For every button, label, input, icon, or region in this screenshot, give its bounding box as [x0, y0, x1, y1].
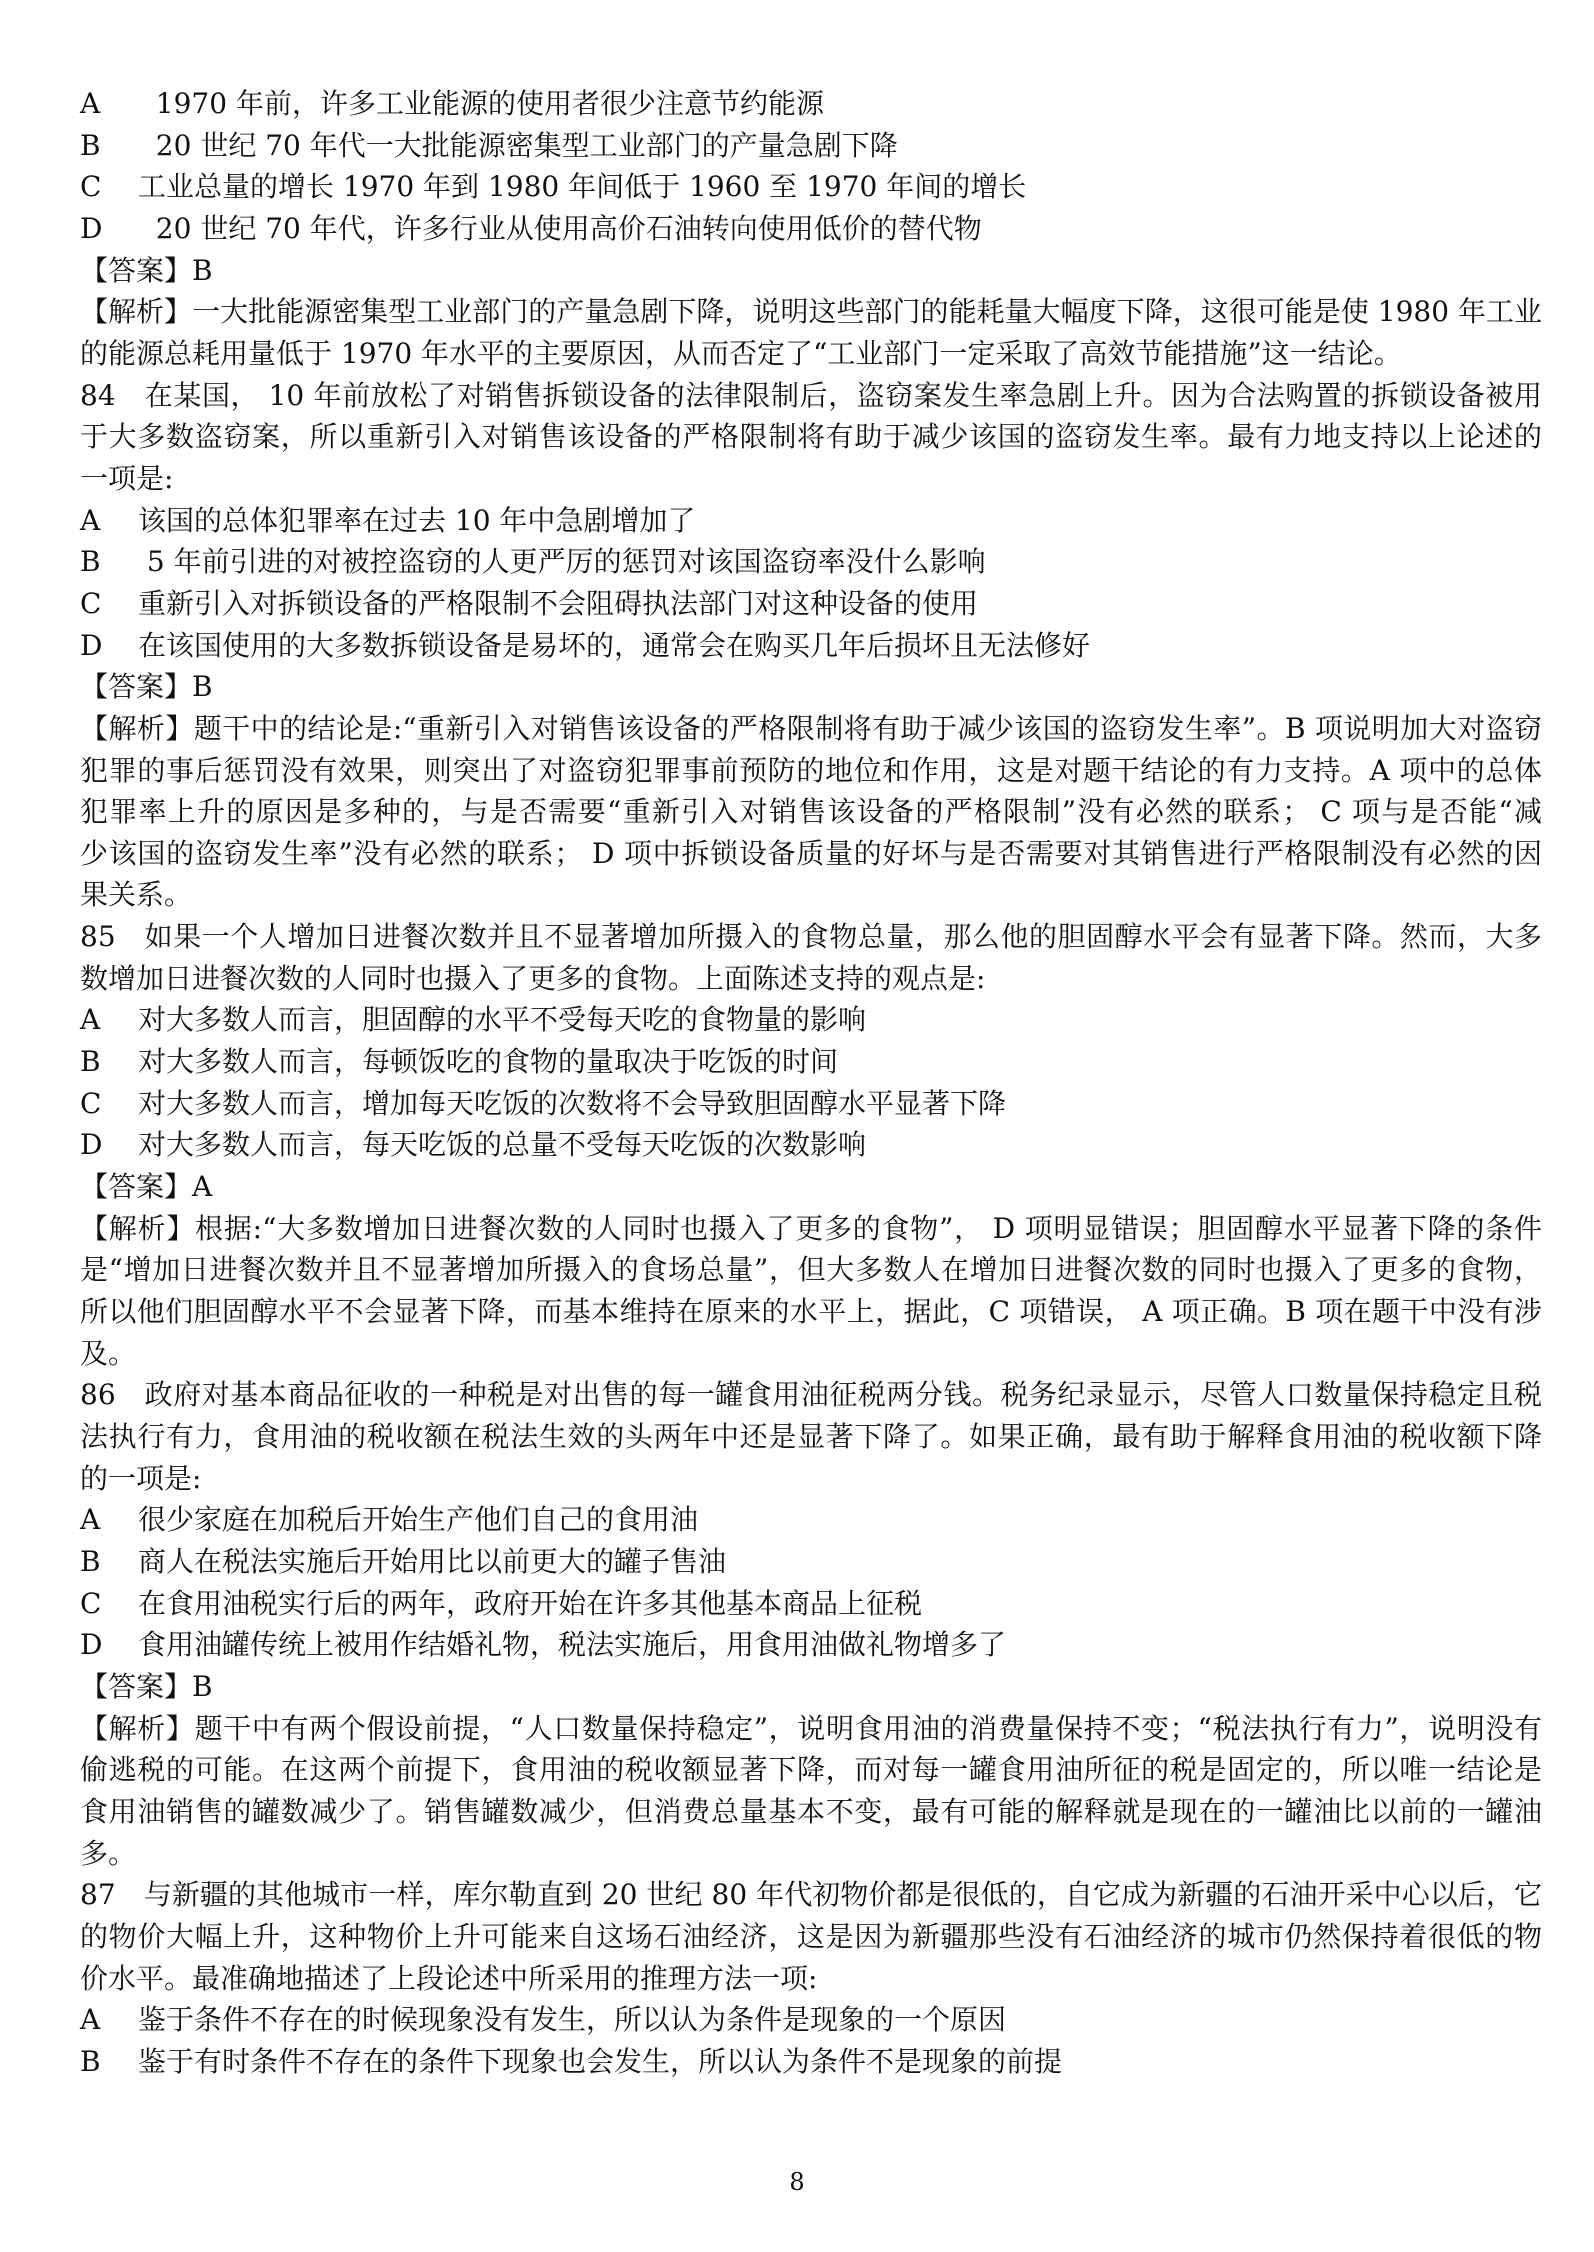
line-text: 【解析】根据:“大多数增加日进餐次数的人同时也摄入了更多的食物”， D 项明显错误；胆固醇水平显著下降的条件	[80, 1211, 1542, 1245]
document-body	[80, 83, 1542, 2083]
option-line	[80, 83, 1542, 125]
option-label: D	[80, 211, 103, 245]
text-line	[80, 1416, 1542, 1458]
line-text: 很少家庭在加税后开始生产他们自己的食用油	[138, 1503, 699, 1537]
option-line	[80, 1124, 1542, 1166]
line-text: 1970 年前，许多工业能源的使用者很少注意节约能源	[138, 87, 824, 120]
line-text: 【解析】一大批能源密集型工业部门的产量急剧下降，说明这些部门的能耗量大幅度下降，这很可能是使 1980 年工业	[80, 295, 1542, 329]
line-text: 该国的总体犯罪率在过去 10 年中急剧增加了	[138, 503, 696, 537]
option-label: A	[80, 87, 101, 120]
option-label: B	[80, 2044, 101, 2078]
text-line	[80, 458, 1542, 500]
line-text: 86 政府对基本商品征收的一种税是对出售的每一罐食用油征税两分钱。税务纪录显示，尽管人口数量保持稳定且税	[80, 1378, 1542, 1412]
option-line	[80, 1041, 1542, 1083]
text-line	[80, 1208, 1542, 1250]
text-line	[80, 1291, 1542, 1333]
option-label: A	[80, 2003, 101, 2037]
option-label: C	[80, 170, 102, 204]
option-label: C	[80, 586, 102, 620]
option-line	[80, 1624, 1542, 1666]
line-text: 85 如果一个人增加日进餐次数并且不显著增加所摄入的食物总量，那么他的胆固醇水平会有显著下降。然而，大多	[80, 920, 1542, 954]
text-line	[80, 1874, 1542, 1916]
line-text: 20 世纪 70 年代一大批能源密集型工业部门的产量急剧下降	[138, 128, 898, 162]
text-line	[80, 1916, 1542, 1958]
line-text: 对大多数人而言，每顿饭吃的食物的量取决于吃饭的时间	[138, 1045, 839, 1079]
text-line	[80, 916, 1542, 958]
option-label: B	[80, 1544, 101, 1578]
line-text: 鉴于条件不存在的时候现象没有发生，所以认为条件是现象的一个原因	[138, 2003, 1007, 2037]
line-text: 87 与新疆的其他城市一样，库尔勒直到 20 世纪 80 年代初物价都是很低的，自它成为新疆的石油开采中心以后，它	[80, 1878, 1542, 1912]
option-label: B	[80, 128, 101, 162]
option-line	[80, 1583, 1542, 1625]
option-line	[80, 625, 1542, 667]
option-line	[80, 166, 1542, 208]
page-number: 8	[789, 2168, 805, 2196]
line-text: 【答案】A	[80, 1170, 213, 1204]
line-text: 20 世纪 70 年代，许多行业从使用高价石油转向使用低价的替代物	[138, 211, 982, 245]
text-line	[80, 791, 1542, 833]
option-label: D	[80, 628, 103, 662]
option-label: D	[80, 1628, 103, 1662]
line-text: 数增加日进餐次数的人同时也摄入了更多的食物。上面陈述支持的观点是:	[80, 961, 986, 995]
text-line	[80, 708, 1542, 750]
line-text: 【答案】B	[80, 670, 213, 704]
option-line	[80, 1083, 1542, 1125]
option-line	[80, 1499, 1542, 1541]
line-text: 的能源总耗用量低于 1970 年水平的主要原因，从而否定了“工业部门一定采取了高效节能措施”这一结论。	[80, 336, 1402, 370]
option-line	[80, 208, 1542, 250]
option-label: C	[80, 1086, 102, 1120]
option-line	[80, 541, 1542, 583]
option-line	[80, 125, 1542, 167]
text-line	[80, 874, 1542, 916]
text-line	[80, 833, 1542, 875]
line-text: 在该国使用的大多数拆锁设备是易坏的，通常会在购买几年后损坏且无法修好	[138, 628, 1091, 662]
line-text: 犯罪率上升的原因是多种的，与是否需要“重新引入对销售该设备的严格限制”没有必然的联系； C 项与是否能“减	[80, 795, 1542, 829]
option-line	[80, 1999, 1542, 2041]
text-line	[80, 291, 1542, 333]
text-line	[80, 250, 1542, 292]
line-text: 在食用油税实行后的两年，政府开始在许多其他基本商品上征税	[138, 1586, 923, 1620]
line-text: 84 在某国， 10 年前放松了对销售拆锁设备的法律限制后，盗窃案发生率急剧上升。因为合法购置的拆锁设备被用	[80, 378, 1542, 412]
line-text: 【答案】B	[80, 1669, 213, 1703]
line-text: 的物价大幅上升，这种物价上升可能来自这场石油经济，这是因为新疆那些没有石油经济的城市仍然保持着很低的物	[80, 1919, 1542, 1953]
text-line	[80, 1166, 1542, 1208]
line-text: 【解析】题干中的结论是:“重新引入对销售该设备的严格限制将有助于减少该国的盗窃发生率”。B 项说明加大对盗窃	[80, 711, 1542, 745]
line-text: 法执行有力，食用油的税收额在税法生效的头两年中还是显著下降了。如果正确，最有助于解释食用油的税收额下降	[80, 1420, 1542, 1453]
line-text: 工业总量的增长 1970 年到 1980 年间低于 1960 至 1970 年间的增长	[138, 170, 1027, 204]
option-label: B	[80, 545, 101, 579]
line-text: 所以他们胆固醇水平不会显著下降，而基本维持在原来的水平上，据此，C 项错误， A 项正确。B 项在题干中没有涉	[80, 1295, 1542, 1329]
text-line	[80, 1333, 1542, 1375]
line-text: 商人在税法实施后开始用比以前更大的罐子售油	[138, 1544, 727, 1578]
line-text: 多。	[80, 1836, 137, 1870]
line-text: 犯罪的事后惩罚没有效果，则突出了对盗窃犯罪事前预防的地位和作用，这是对题干结论的有力支持。A 项中的总体	[80, 753, 1542, 787]
option-line	[80, 583, 1542, 625]
option-line	[80, 500, 1542, 542]
line-text: 一项是:	[80, 461, 174, 495]
text-line	[80, 1708, 1542, 1750]
line-text: 【解析】题干中有两个假设前提，“人口数量保持稳定”，说明食用油的消费量保持不变；“税法执行有力”，说明没有	[80, 1711, 1542, 1745]
line-text: 及。	[80, 1336, 137, 1370]
line-text: 少该国的盗窃发生率”没有必然的联系； D 项中拆锁设备质量的好坏与是否需要对其销售进行严格限制没有必然的因	[80, 836, 1542, 870]
text-line	[80, 750, 1542, 792]
line-text: 偷逃税的可能。在这两个前提下，食用油的税收额显著下降，而对每一罐食用油所征的税是固定的，所以唯一结论是	[80, 1753, 1542, 1787]
line-text: 鉴于有时条件不存在的条件下现象也会发生，所以认为条件不是现象的前提	[138, 2044, 1063, 2078]
option-line	[80, 1541, 1542, 1583]
line-text: 是“增加日进餐次数并且不显著增加所摄入的食场总量”，但大多数人在增加日进餐次数的同时也摄入了更多的食物，	[80, 1253, 1542, 1287]
option-label: C	[80, 1586, 102, 1620]
line-text: 于大多数盗窃案，所以重新引入对销售该设备的严格限制将有助于减少该国的盗窃发生率。最有力地支持以上论述的	[80, 420, 1542, 454]
text-line	[80, 333, 1542, 375]
line-text: 对大多数人而言，胆固醇的水平不受每天吃的食物量的影响	[138, 1003, 867, 1037]
text-line	[80, 1666, 1542, 1708]
line-text: 价水平。最准确地描述了上段论述中所采用的推理方法一项:	[80, 1961, 818, 1995]
option-label: D	[80, 1128, 103, 1162]
option-label: A	[80, 1003, 101, 1037]
text-line	[80, 1833, 1542, 1875]
text-line	[80, 416, 1542, 458]
text-line	[80, 375, 1542, 417]
line-text: 食用油罐传统上被用作结婚礼物，税法实施后，用食用油做礼物增多了	[138, 1628, 1007, 1662]
text-line	[80, 1958, 1542, 2000]
text-line	[80, 958, 1542, 1000]
option-label: A	[80, 503, 101, 537]
line-text: 重新引入对拆锁设备的严格限制不会阻碍执法部门对这种设备的使用	[138, 586, 979, 620]
option-label: B	[80, 1045, 101, 1079]
line-text: 对大多数人而言，增加每天吃饭的次数将不会导致胆固醇水平显著下降	[138, 1086, 1007, 1120]
line-text: 5 年前引进的对被控盗窃的人更严厉的惩罚对该国盗窃率没什么影响	[138, 545, 986, 579]
line-text: 【答案】B	[80, 253, 213, 287]
option-line	[80, 2041, 1542, 2083]
text-line	[80, 1374, 1542, 1416]
text-line	[80, 1458, 1542, 1500]
text-line	[80, 1249, 1542, 1291]
text-line	[80, 1749, 1542, 1791]
line-text: 的一项是:	[80, 1461, 202, 1495]
option-line	[80, 999, 1542, 1041]
text-line	[80, 666, 1542, 708]
option-label: A	[80, 1503, 101, 1537]
line-text: 果关系。	[80, 878, 193, 912]
text-line	[80, 1791, 1542, 1833]
line-text: 食用油销售的罐数减少了。销售罐数减少，但消费总量基本不变，最有可能的解释就是现在的一罐油比以前的一罐油	[80, 1794, 1542, 1828]
line-text: 对大多数人而言，每天吃饭的总量不受每天吃饭的次数影响	[138, 1128, 867, 1162]
